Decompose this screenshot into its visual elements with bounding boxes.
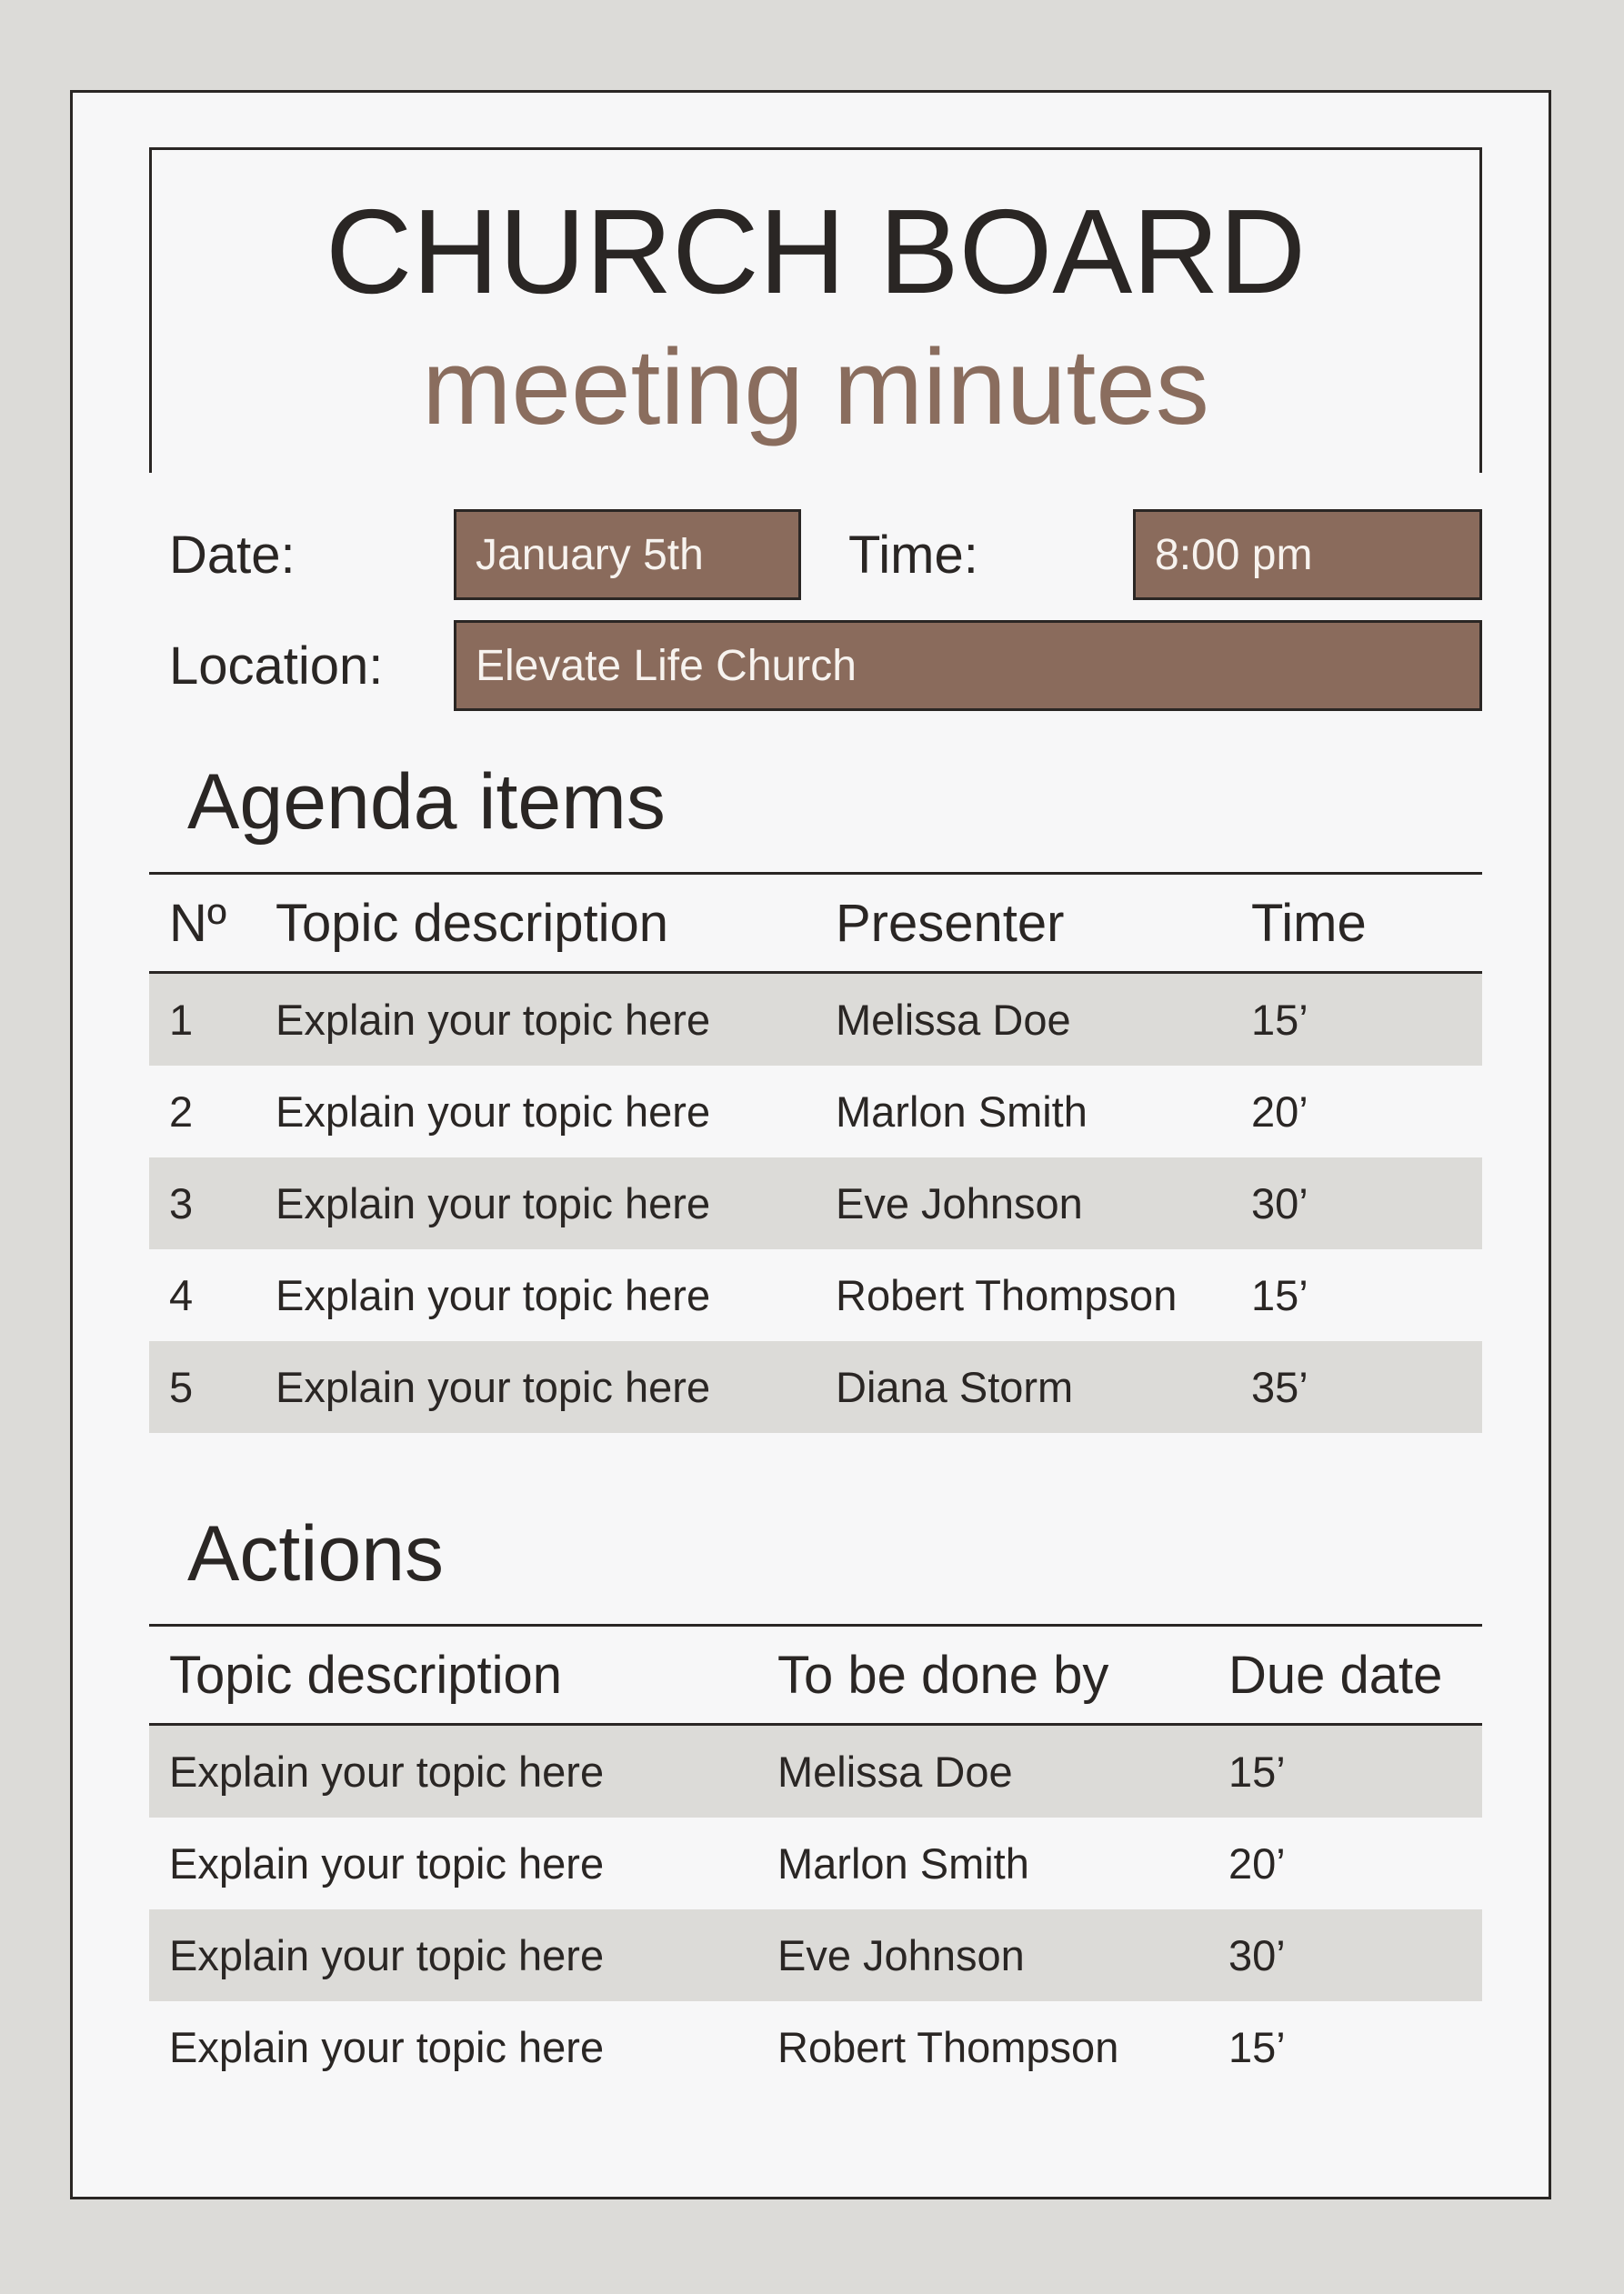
actions-cell-topic: Explain your topic here: [169, 1839, 605, 1888]
actions-cell-due: 15’: [1228, 2023, 1286, 2071]
agenda-cell-topic: Explain your topic here: [276, 1363, 711, 1411]
time-value: 8:00 pm: [1155, 530, 1313, 579]
agenda-header-row: [149, 872, 1482, 974]
agenda-row: [149, 1066, 1482, 1157]
agenda-cell-topic: Explain your topic here: [276, 1271, 711, 1319]
actions-cell-topic: Explain your topic here: [169, 1748, 605, 1796]
agenda-cell-time: 30’: [1251, 1179, 1308, 1227]
agenda-header-topic: Topic description: [276, 893, 668, 953]
date-field[interactable]: [454, 509, 801, 600]
agenda-cell-presenter: Eve Johnson: [836, 1179, 1083, 1227]
actions-header-due: Due date: [1228, 1645, 1443, 1705]
location-field[interactable]: [454, 620, 1482, 711]
actions-header-topic: Topic description: [169, 1645, 562, 1705]
actions-header-row: [149, 1624, 1482, 1726]
actions-table: [149, 1624, 1482, 2093]
agenda-cell-presenter: Marlon Smith: [836, 1087, 1088, 1136]
time-field[interactable]: [1133, 509, 1482, 600]
agenda-cell-presenter: Diana Storm: [836, 1363, 1074, 1411]
agenda-cell-time: 35’: [1251, 1363, 1308, 1411]
actions-cell-due: 20’: [1228, 1839, 1286, 1888]
document-sheet: [70, 90, 1551, 2199]
agenda-cell-no: 5: [169, 1363, 194, 1411]
actions-row: [149, 2001, 1482, 2093]
actions-cell-due: 15’: [1228, 1748, 1286, 1796]
agenda-cell-no: 3: [169, 1179, 194, 1227]
date-label: Date:: [169, 526, 296, 585]
agenda-cell-topic: Explain your topic here: [276, 1179, 711, 1227]
agenda-header-no: Nº: [169, 893, 227, 953]
document-title: CHURCH BOARD: [325, 185, 1307, 318]
agenda-cell-no: 4: [169, 1271, 194, 1319]
agenda-table: [149, 872, 1482, 1433]
agenda-header-presenter: Presenter: [836, 893, 1065, 953]
agenda-section-title: Agenda items: [187, 758, 666, 846]
agenda-cell-presenter: Robert Thompson: [836, 1271, 1178, 1319]
date-value: January 5th: [476, 530, 704, 579]
actions-header-by: To be done by: [777, 1645, 1109, 1705]
agenda-cell-topic: Explain your topic here: [276, 996, 711, 1044]
actions-cell-by: Melissa Doe: [777, 1748, 1013, 1796]
actions-cell-by: Marlon Smith: [777, 1839, 1029, 1888]
location-label: Location:: [169, 636, 384, 696]
agenda-row: [149, 1341, 1482, 1433]
document-subtitle: meeting minutes: [422, 327, 1209, 447]
agenda-row: [149, 1157, 1482, 1249]
agenda-cell-time: 15’: [1251, 996, 1308, 1044]
agenda-cell-time: 20’: [1251, 1087, 1308, 1136]
agenda-cell-time: 15’: [1251, 1271, 1308, 1319]
actions-cell-topic: Explain your topic here: [169, 1931, 605, 1979]
location-value: Elevate Life Church: [476, 641, 857, 690]
agenda-row: [149, 1249, 1482, 1341]
agenda-cell-no: 1: [169, 996, 194, 1044]
actions-cell-due: 30’: [1228, 1931, 1286, 1979]
agenda-header-time: Time: [1251, 893, 1367, 953]
agenda-row: [149, 974, 1482, 1066]
agenda-cell-presenter: Melissa Doe: [836, 996, 1071, 1044]
title-frame: [149, 147, 1482, 473]
actions-cell-by: Robert Thompson: [777, 2023, 1119, 2071]
actions-cell-by: Eve Johnson: [777, 1931, 1025, 1979]
actions-cell-topic: Explain your topic here: [169, 2023, 605, 2071]
agenda-cell-no: 2: [169, 1087, 194, 1136]
actions-row: [149, 1726, 1482, 1818]
actions-section-title: Actions: [187, 1510, 445, 1598]
actions-row: [149, 1909, 1482, 2001]
actions-row: [149, 1818, 1482, 1909]
time-label: Time:: [848, 526, 978, 585]
agenda-cell-topic: Explain your topic here: [276, 1087, 711, 1136]
